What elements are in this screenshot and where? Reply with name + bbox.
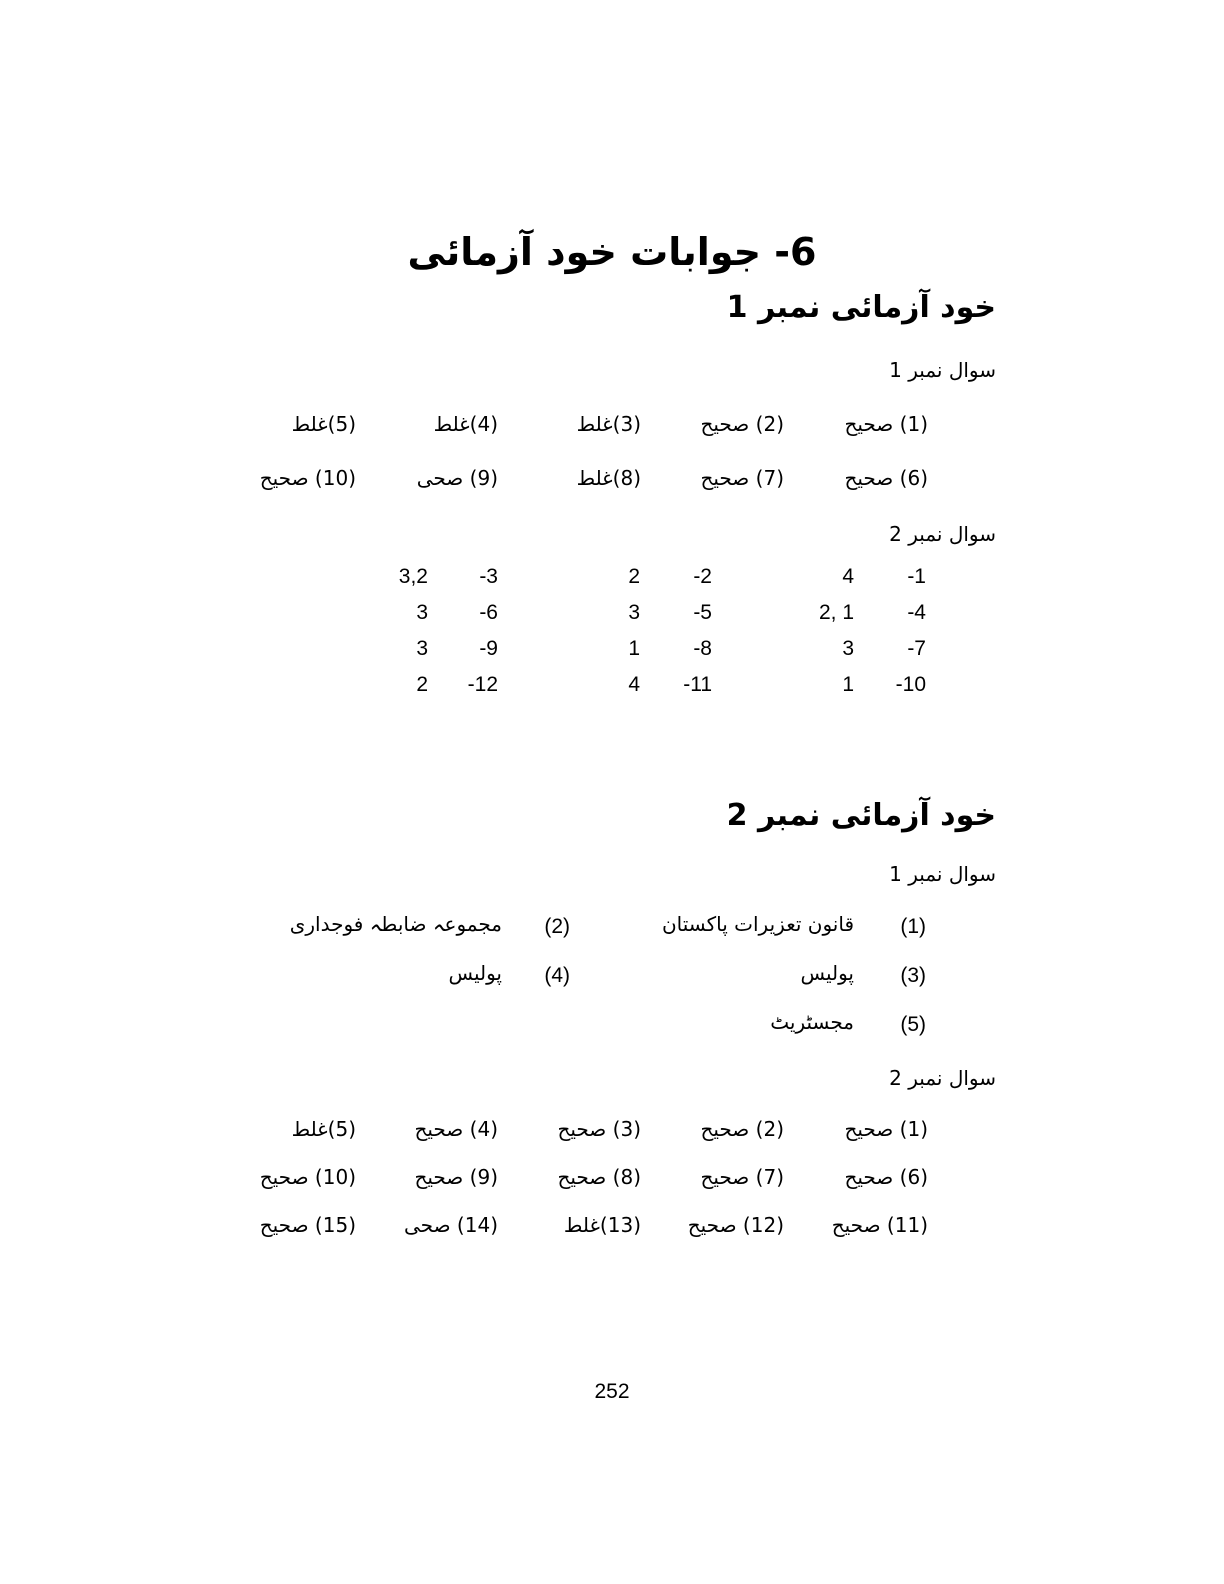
s1q2-number: -11 [683,673,712,696]
s1q2-number: -3 [479,565,498,588]
s1q2-value: 3,2 [398,565,428,588]
s1q2-value: 3 [628,601,640,624]
s1q2-number: -9 [479,637,498,660]
s2q1-item-text: پولیس [800,961,854,985]
s1q2-value: 1 [842,673,854,696]
section2-q1-heading: سوال نمبر 1 [889,862,996,886]
s1q2-value: 3 [842,637,854,660]
s1q1-answer-1: (1) صحیح [844,412,928,436]
s1q1-answer-10: (10) صحیح [259,466,356,490]
section2-heading: خود آزمائی نمبر 2 [726,798,996,833]
s2q1-item-number: (1) [900,915,926,938]
s2q2-answer-2: (2) صحیح [700,1117,784,1141]
s2q1-item-text: مجموعہ ضابطہ فوجداری [289,912,502,936]
s2q2-answer-12: (12) صحیح [687,1213,784,1237]
s1q2-value: 4 [628,673,640,696]
section1-q2-heading: سوال نمبر 2 [889,522,996,546]
s2q2-answer-13: (13)غلط [563,1213,641,1237]
s2q2-answer-9: (9) صحیح [414,1165,498,1189]
s1q2-number: -1 [907,565,926,588]
s1q2-number: -6 [479,601,498,624]
s2q2-answer-5: (5)غلط [291,1117,356,1141]
s1q2-value: 2 [628,565,640,588]
s1q1-answer-9: (9) صحی [416,466,498,490]
s2q2-answer-11: (11) صحیح [831,1213,928,1237]
s1q1-answer-5: (5)غلط [291,412,356,436]
s2q2-answer-6: (6) صحیح [844,1165,928,1189]
s1q1-answer-4: (4)غلط [433,412,498,436]
s1q2-value: 2 [416,673,428,696]
s2q1-item-text: قانون تعزیرات پاکستان [661,912,854,936]
s2q2-answer-1: (1) صحیح [844,1117,928,1141]
s1q2-number: -7 [907,637,926,660]
s1q2-value: 3 [416,601,428,624]
s1q2-number: -5 [693,601,712,624]
s2q2-answer-14: (14) صحی [404,1213,498,1237]
s2q1-item-text: مجسٹریٹ [770,1010,854,1034]
s2q2-answer-7: (7) صحیح [700,1165,784,1189]
s1q1-answer-7: (7) صحیح [700,466,784,490]
s1q2-number: -12 [467,673,498,696]
s1q1-answer-2: (2) صحیح [700,412,784,436]
s1q1-answer-8: (8)غلط [576,466,641,490]
s2q1-item-number: (3) [900,964,926,987]
section2-q2-heading: سوال نمبر 2 [889,1066,996,1090]
s1q2-number: -4 [907,601,926,624]
s2q2-answer-3: (3) صحیح [557,1117,641,1141]
s2q1-item-number: (4) [544,964,570,987]
s2q2-answer-15: (15) صحیح [259,1213,356,1237]
s2q2-answer-8: (8) صحیح [557,1165,641,1189]
s1q2-number: -2 [693,565,712,588]
page-title: 6- جوابات خود آزمائی [407,230,817,274]
section1-heading: خود آزمائی نمبر 1 [726,290,996,325]
s1q2-value: 2, 1 [818,601,854,624]
section1-q1-heading: سوال نمبر 1 [889,358,996,382]
page-number: 252 [594,1380,630,1403]
s1q1-answer-3: (3)غلط [576,412,641,436]
s2q1-item-text: پولیس [448,961,502,985]
s1q1-answer-6: (6) صحیح [844,466,928,490]
s2q2-answer-10: (10) صحیح [259,1165,356,1189]
s1q2-value: 3 [416,637,428,660]
s2q1-item-number: (2) [544,915,570,938]
s1q2-value: 1 [628,637,640,660]
s1q2-number: -10 [895,673,926,696]
s1q2-value: 4 [842,565,854,588]
s2q2-answer-4: (4) صحیح [414,1117,498,1141]
s1q2-number: -8 [693,637,712,660]
s2q1-item-number: (5) [900,1013,926,1036]
